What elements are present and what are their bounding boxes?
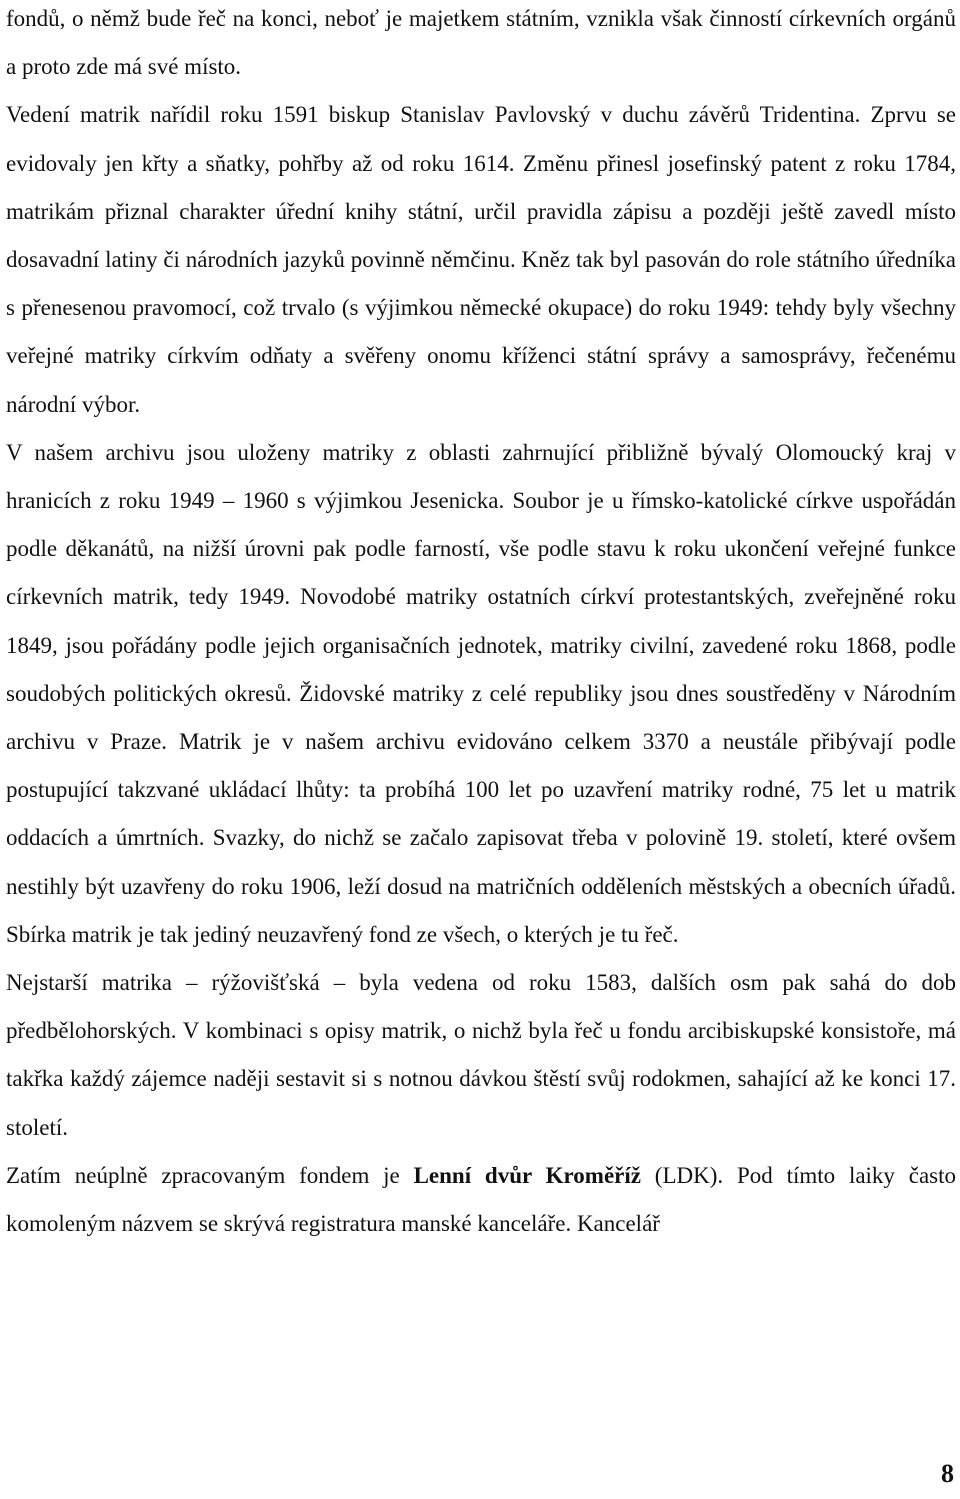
paragraph-4: Nejstarší matrika – rýžovišťská – byla vedena od roku 1583, dalších osm pak sahá do dob předbělohorských. V kombinaci s opisy matrik, o nichž byla řeč u fondu arcibiskupské konsistoře, má takřka každý zájemce naději sestavit si s notnou dávkou štěstí svůj rodokmen, sahající až ke konci 17. století. (6, 970, 956, 1140)
paragraph-5-lead: Zatím neúplně zpracovaným fondem je (6, 1162, 414, 1188)
paragraph-2: Vedení matrik nařídil roku 1591 biskup Stanislav Pavlovský v duchu závěrů Tridentina. Zprvu se evidovaly jen křty a sňatky, pohřby až od roku 1614. Změnu přinesl josefinský patent z roku 1784, matrikám přiznal charakter úřední knihy státní, určil pravidla zápisu a později ještě zavedl místo dosavadní latiny či národních jazyků povinně němčinu. Kněz tak byl pasován do role státního úředníka s přenesenou pravomocí, což trvalo (s výjimkou německé okupace) do roku 1949: tehdy byly všechny veřejné matriky církvím odňaty a svěřeny onomu kříženci státní správy a samosprávy, řečenému národní výbor. (6, 102, 956, 417)
paragraph-5-rest: (LDK). Pod tímto laiky často komoleným názvem se skrývá registratura manské kanceláře. Kancelář (6, 1162, 957, 1237)
paragraph-1: fondů, o němž bude řeč na konci, neboť je majetkem státním, vznikla však činností církevních orgánů a proto zde má své místo. (6, 6, 956, 80)
paragraph-5 (6, 1152, 956, 1248)
paragraph-3: V našem archivu jsou uloženy matriky z oblasti zahrnující přibližně bývalý Olomoucký kraj v hranicích z roku 1949 – 1960 s výjimkou Jesenicka. Soubor je u římsko-katolické církve uspořádán podle děkanátů, na nižší úrovni pak podle farností, vše podle stavu k roku ukončení veřejné funkce církevních matrik, tedy 1949. Novodobé matriky ostatních církví protestantských, zveřejněné roku 1849, jsou pořádány podle jejich organisačních jednotek, matriky civilní, zavedené roku 1868, podle soudobých politických okresů. Židovské matriky z celé republiky jsou dnes soustředěny v Národním archivu v Praze. Matrik je v našem archivu evidováno celkem 3370 a neustále přibývají podle postupující takzvané ukládací lhůty: ta probíhá 100 let po uzavření matriky rodné, 75 let u matrik oddacích a úmrtních. Svazky, do nichž se začalo zapisovat třeba v polovině 19. století, které ovšem nestihly být uzavřeny do roku 1906, leží dosud na matričních odděleních městských a obecních úřadů. Sbírka matrik je tak jediný neuzavřený fond ze všech, o kterých je tu řeč. (6, 439, 956, 947)
document-page (6, 0, 956, 1499)
page-number: 8 (941, 1459, 954, 1488)
fund-name-bold: Lenní dvůr Kroměříž (413, 1162, 641, 1188)
